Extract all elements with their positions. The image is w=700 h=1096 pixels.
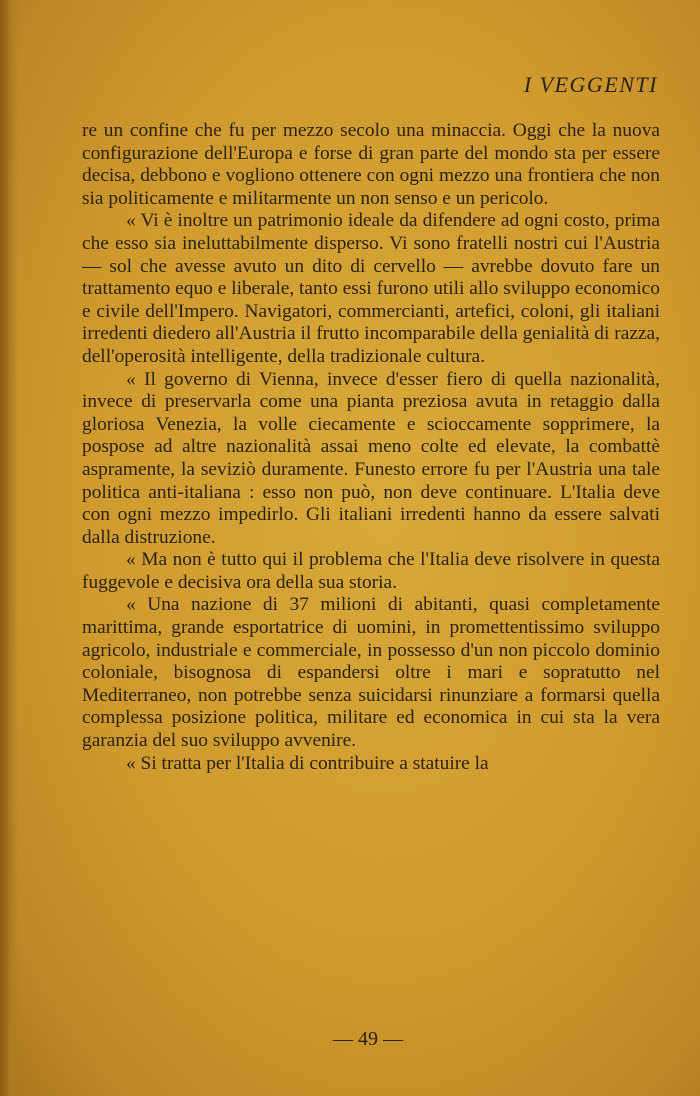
paragraph-continuation: re un confine che fu per mezzo secolo una minaccia. Oggi che la nuova configurazione dell'Europa e forse di gran parte del mondo sta per essere decisa, debbono e vogliono ottenere con ogni mezzo una frontiera che non sia politicamente e militarmente un non senso e un pericolo. — [82, 120, 660, 209]
body-text — [82, 120, 660, 775]
paragraph-governo-vienna: « Il governo di Vienna, invece d'esser fiero di quella nazionalità, invece di preservarla come una pianta preziosa avuta in retaggio dalla gloriosa Venezia, la volle ciecamente e scioccamente sopprimere, la pospose ad altre nazionalità assai meno colte ed elevate, la combattè aspramente, la seviziò duramente. Funesto errore fu per l'Austria una tale politica anti-italiana : esso non può, non deve continuare. L'Italia deve con ogni mezzo impedirlo. Gli italiani irredenti hanno da essere salvati dalla distruzione. — [82, 368, 660, 548]
paragraph-problema-italia: « Ma non è tutto qui il problema che l'Italia deve risolvere in questa fuggevole e decisiva ora della sua storia. — [82, 549, 660, 593]
page-spine-shadow — [0, 0, 18, 1096]
paragraph-nazione-37-milioni: « Una nazione di 37 milioni di abitanti, quasi completamente marittima, grande esportatrice di uomini, in promettentissimo sviluppo agricolo, industriale e commerciale, in possesso d'un non piccolo dominio coloniale, bisognosa di espandersi oltre i mari e sopratutto nel Mediterraneo, non potrebbe senza suicidarsi rinunziare a formarsi quella complessa posizione politica, militare ed economica in cui sta la vera garanzia del suo sviluppo avvenire. — [82, 594, 660, 752]
paragraph-statuire: « Si tratta per l'Italia di contribuire a statuire la — [126, 752, 489, 774]
page-number: — 49 — — [333, 1028, 403, 1050]
running-header: I VEGGENTI — [523, 72, 658, 97]
paragraph-patrimonio-ideale: « Vi è inoltre un patrimonio ideale da difendere ad ogni costo, prima che esso sia ineluttabilmente disperso. Vi sono fratelli nostri cui l'Austria — sol che avesse avuto un dito di cervello — avrebbe dovuto fare un trattamento equo e liberale, tanto essi furono utili allo sviluppo economico e civile dell'Impero. Navigatori, commercianti, artefici, coloni, gli italiani irredenti diedero all'Austria il frutto incomparabile della genialità di razza, dell'operosità intelligente, della tradizionale cultura. — [82, 210, 660, 367]
